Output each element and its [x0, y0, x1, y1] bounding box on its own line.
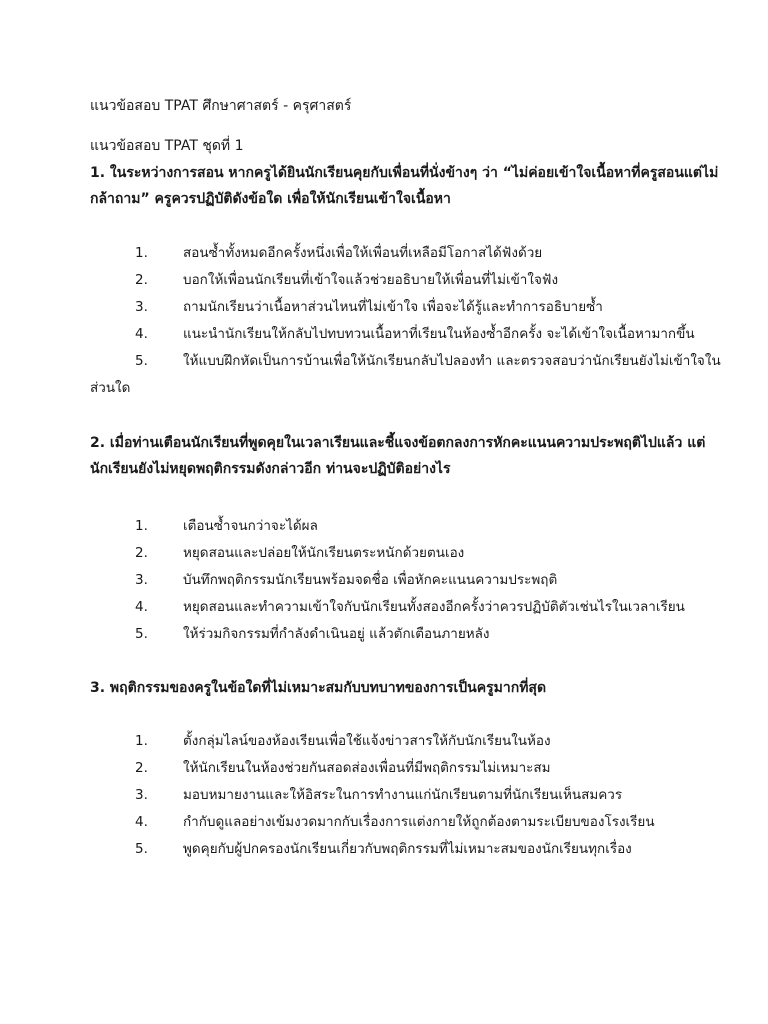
option-number: 3. [135, 787, 148, 803]
option-number: 4. [135, 814, 148, 830]
option-number: 3. [135, 572, 148, 588]
option-item [0, 836, 768, 863]
option-number: 2. [135, 760, 148, 776]
option-number: 3. [135, 299, 148, 315]
option-text: ถามนักเรียนว่าเนื้อหาส่วนไหนที่ไม่เข้าใจ เพื่อจะได้รู้และทำการอธิบายซ้ำ [183, 299, 603, 315]
option-text: หยุดสอนและทำความเข้าใจกับนักเรียนทั้งสองอีกครั้งว่าควรปฏิบัติตัวเช่นไรในเวลาเรียน [183, 599, 685, 615]
option-number: 4. [135, 326, 148, 342]
option-item [0, 513, 768, 540]
option-text: สอนซ้ำทั้งหมดอีกครั้งหนึ่งเพื่อให้เพื่อนที่เหลือมีโอกาสได้ฟังด้วย [183, 245, 543, 261]
option-number: 2. [135, 272, 148, 288]
exam-set-title: แนวข้อสอบ TPAT ชุดที่ 1 [90, 138, 244, 154]
option-text: หยุดสอนและปล่อยให้นักเรียนตระหนักด้วยตนเอง [183, 545, 465, 561]
option-text: มอบหมายงานและให้อิสระในการทำงานแก่นักเรียนตามที่นักเรียนเห็นสมควร [183, 787, 623, 803]
question-2-options [0, 513, 768, 648]
question-1-line-2: กล้าถาม” ครูควรปฏิบัติดังข้อใด เพื่อให้นักเรียนเข้าใจเนื้อหา [90, 191, 451, 207]
option-item [0, 755, 768, 782]
option-number: 5. [135, 353, 148, 369]
option-number: 5. [135, 626, 148, 642]
option-text: พูดคุยกับผู้ปกครองนักเรียนเกี่ยวกับพฤติกรรมที่ไม่เหมาะสมของนักเรียนทุกเรื่อง [183, 841, 632, 857]
option-item [0, 294, 768, 321]
document-title: แนวข้อสอบ TPAT ศึกษาศาสตร์ - ครุศาสตร์ [90, 98, 352, 114]
question-1-options [0, 240, 768, 402]
option-text: ให้นักเรียนในห้องช่วยกันสอดส่องเพื่อนที่มีพฤติกรรมไม่เหมาะสม [183, 760, 551, 776]
option-number: 1. [135, 245, 148, 261]
question-2-line-1: 2. เมื่อท่านเตือนนักเรียนที่พูดคุยในเวลาเรียนและชี้แจงข้อตกลงการหักคะแนนความประพฤติไปแล้ว แต่ [90, 435, 706, 451]
option-number: 4. [135, 599, 148, 615]
question-2 [90, 430, 706, 482]
option-item [0, 540, 768, 567]
option-text: บันทึกพฤติกรรมนักเรียนพร้อมจดชื่อ เพื่อหักคะแนนความประพฤติ [183, 572, 558, 588]
option-text: ตั้งกลุ่มไลน์ของห้องเรียนเพื่อใช้แจ้งข่าวสารให้กับนักเรียนในห้อง [183, 733, 551, 749]
option-text: เตือนซ้ำจนกว่าจะได้ผล [183, 518, 318, 534]
option-item [0, 594, 768, 621]
option-text: กำกับดูแลอย่างเข้มงวดมากกับเรื่องการแต่งกายให้ถูกต้องตามระเบียบของโรงเรียน [183, 814, 655, 830]
option-item [0, 621, 768, 648]
option-item [0, 240, 768, 267]
option-item [0, 321, 768, 348]
option-item [0, 782, 768, 809]
option-number: 2. [135, 545, 148, 561]
option-number: 5. [135, 841, 148, 857]
option-text-continuation: ส่วนใด [90, 380, 131, 396]
question-1-line-1: 1. ในระหว่างการสอน หากครูได้ยินนักเรียนคุยกับเพื่อนที่นั่งข้างๆ ว่า “ไม่ค่อยเข้าใจเนื้อหาที่ครูสอนแต่ไม่ [90, 165, 719, 181]
question-3-options [0, 728, 768, 863]
option-item [0, 809, 768, 836]
option-text: แนะนำนักเรียนให้กลับไปทบทวนเนื้อหาที่เรียนในห้องซ้ำอีกครั้ง จะได้เข้าใจเนื้อหามากขึ้น [183, 326, 695, 342]
option-text: บอกให้เพื่อนนักเรียนที่เข้าใจแล้วช่วยอธิบายให้เพื่อนที่ไม่เข้าใจฟัง [183, 272, 559, 288]
option-text: ให้ร่วมกิจกรรมที่กำลังดำเนินอยู่ แล้วตักเตือนภายหลัง [183, 626, 490, 642]
option-item [0, 567, 768, 594]
option-item [0, 267, 768, 294]
option-item [0, 348, 768, 402]
question-3-line-1: 3. พฤติกรรมของครูในข้อใดที่ไม่เหมาะสมกับบทบาทของการเป็นครูมากที่สุด [90, 680, 547, 696]
option-text: ให้แบบฝึกหัดเป็นการบ้านเพื่อให้นักเรียนกลับไปลองทำ และตรวจสอบว่านักเรียนยังไม่เข้าใจใน [183, 353, 721, 369]
option-number: 1. [135, 518, 148, 534]
option-number: 1. [135, 733, 148, 749]
option-item [0, 728, 768, 755]
question-1 [90, 160, 719, 212]
question-3 [90, 675, 690, 701]
question-2-line-2: นักเรียนยังไม่หยุดพฤติกรรมดังกล่าวอีก ท่านจะปฏิบัติอย่างไร [90, 461, 451, 477]
